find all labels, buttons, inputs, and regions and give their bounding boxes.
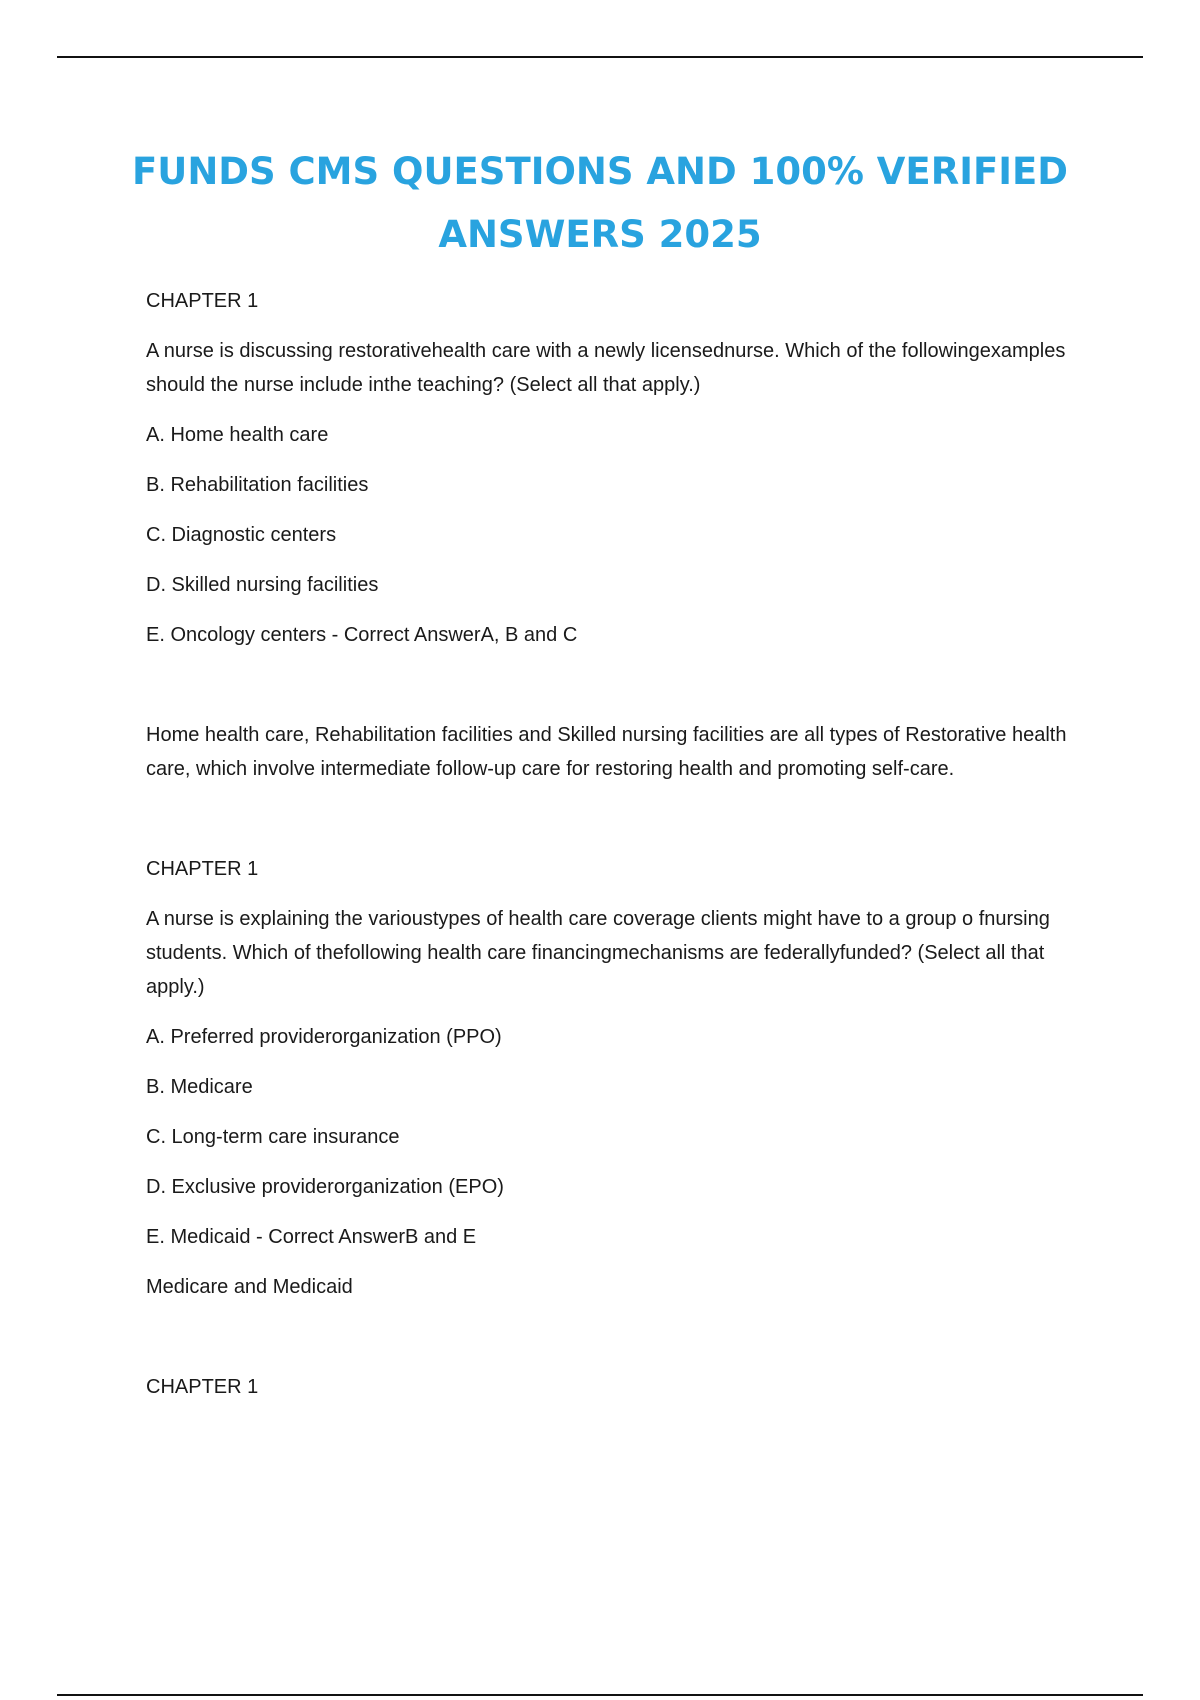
option-a: A. Preferred providerorganization (PPO) [146,1026,502,1048]
document-title: FUNDS CMS QUESTIONS AND 100% VERIFIED ANSWERS 2025 [132,150,1068,256]
option-a: A. Home health care [146,424,329,446]
document-body [146,284,1106,1420]
question-text: A nurse is explaining the varioustypes of health care coverage clients might have to a group o fnursing students. Which of thefollowing health care financingmechanisms are federallyfunded? (Select all that apply.) [146,908,1050,998]
option-d: D. Exclusive providerorganization (EPO) [146,1176,504,1198]
option-c: C. Long-term care insurance [146,1126,400,1148]
option-b: B. Medicare [146,1076,253,1098]
option-b: B. Rehabilitation facilities [146,474,369,496]
spacer [146,668,1106,718]
option-d: D. Skilled nursing facilities [146,574,379,596]
bottom-rule [57,1694,1143,1696]
question-text: A nurse is discussing restorativehealth care with a newly licensednurse. Which of the followingexamples should the nurse include inthe teaching? (Select all that apply.) [146,340,1066,396]
spacer [146,1320,1106,1370]
option-e-with-answer: E. Oncology centers - Correct AnswerA, B and C [146,624,578,646]
question-block-1 [146,284,1106,786]
spacer [146,802,1106,852]
option-c: C. Diagnostic centers [146,524,337,546]
chapter-label: CHAPTER 1 [146,858,259,880]
question-block-2 [146,852,1106,1304]
chapter-label: CHAPTER 1 [146,1376,259,1398]
rationale-text: Medicare and Medicaid [146,1276,353,1298]
rationale-text: Home health care, Rehabilitation facilities and Skilled nursing facilities are all types of Restorative health care, which involve intermediate follow-up care for restoring health and promoting self-care. [146,724,1067,780]
option-e-with-answer: E. Medicaid - Correct AnswerB and E [146,1226,477,1248]
chapter-label: CHAPTER 1 [146,290,259,312]
question-block-3 [146,1370,1106,1404]
top-rule [57,56,1143,58]
